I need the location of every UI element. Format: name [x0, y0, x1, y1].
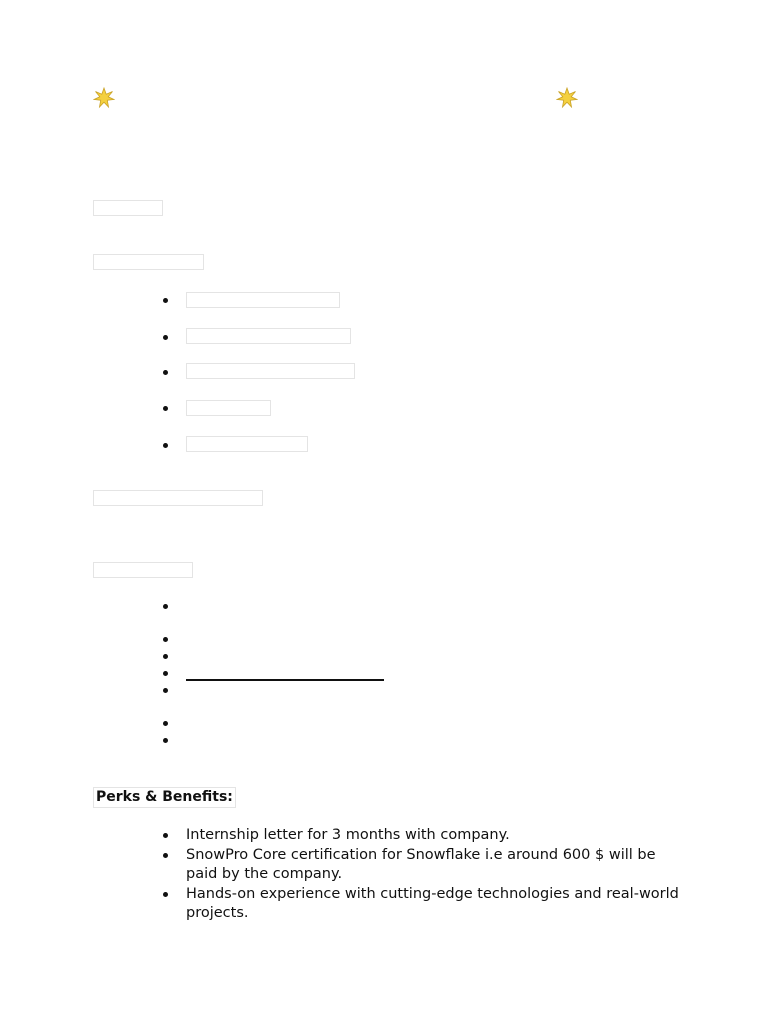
blank-list-item	[186, 400, 271, 416]
list-bullet	[163, 721, 168, 726]
list-bullet	[163, 298, 168, 303]
blank-text-block	[93, 254, 204, 270]
blank-list-item	[186, 363, 355, 379]
perk-item: Hands-on experience with cutting-edge technologies and real-world projects.	[186, 886, 679, 921]
star-icon	[93, 87, 115, 109]
blank-text-block	[93, 490, 263, 506]
blank-list-item	[186, 292, 340, 308]
perk-item: Internship letter for 3 months with company.	[186, 827, 510, 843]
list-bullet	[163, 892, 168, 897]
list-bullet	[163, 406, 168, 411]
star-icon	[556, 87, 578, 109]
blank-list-item	[186, 328, 351, 344]
perks-heading: Perks & Benefits:	[93, 787, 236, 808]
list-bullet	[163, 853, 168, 858]
list-bullet	[163, 370, 168, 375]
underlined-blank-link[interactable]	[186, 679, 384, 681]
perk-item: SnowPro Core certification for Snowflake i.e around 600 $ will be paid by the company.	[186, 847, 656, 882]
list-bullet	[163, 604, 168, 609]
list-bullet	[163, 637, 168, 642]
list-bullet	[163, 654, 168, 659]
list-bullet	[163, 335, 168, 340]
list-bullet	[163, 443, 168, 448]
blank-text-block	[93, 200, 163, 216]
list-bullet	[163, 688, 168, 693]
blank-list-item	[186, 436, 308, 452]
list-bullet	[163, 738, 168, 743]
list-bullet	[163, 833, 168, 838]
blank-text-block	[93, 562, 193, 578]
list-bullet	[163, 671, 168, 676]
